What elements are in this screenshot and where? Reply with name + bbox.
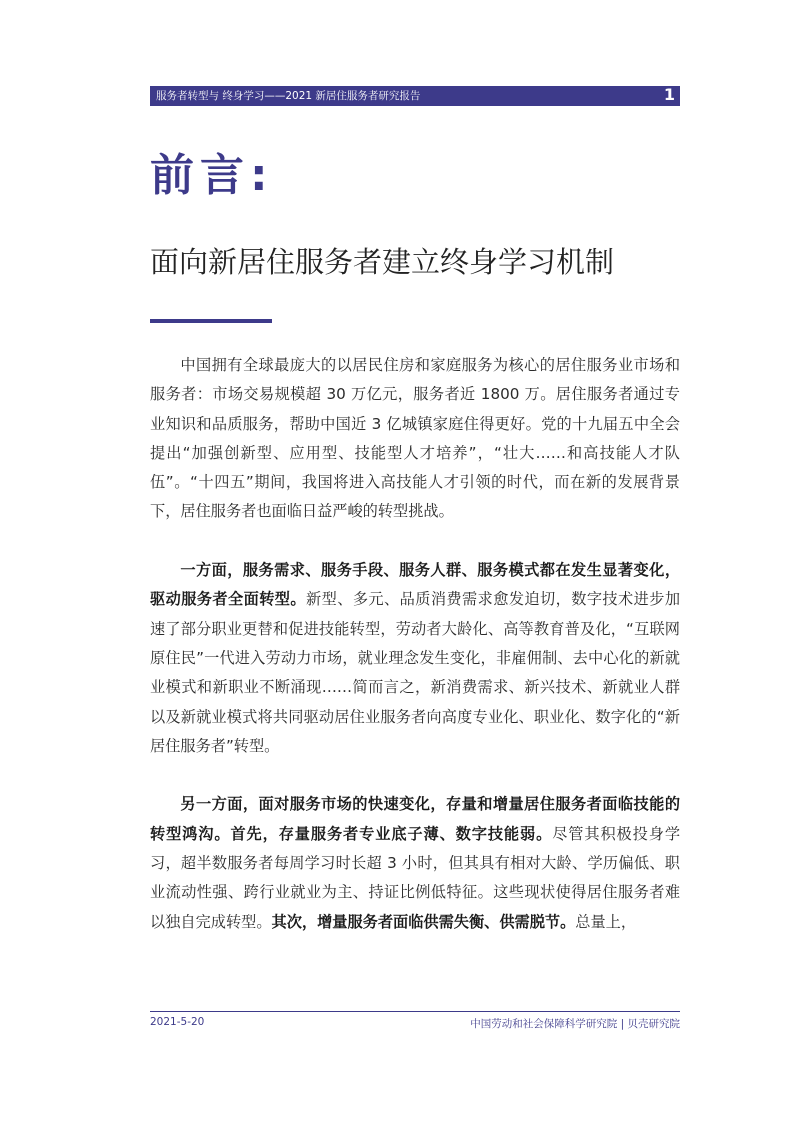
page-subtitle: 面向新居住服务者建立终身学习机制: [150, 245, 615, 279]
paragraph-bold-text: 其次，增量服务者面临供需失衡、供需脱节。: [271, 912, 576, 931]
footer-date: 2021-5-20: [150, 1016, 205, 1028]
paragraph-bold-text: 一方面，服务需求、服务手段、服务人群、服务模式都在发生显著变化，驱动服务者全面转型。: [150, 561, 680, 609]
title-divider: [150, 319, 272, 323]
paragraph-text: 新型、多元、品质消费需求愈发迫切，数字技术进步加速了部分职业更替和促进技能转型，劳动者大龄化、高等教育普及化，“互联网原住民”一代进入劳动力市场，就业理念发生变化，非雇佣制、去中心化的新就业模式和新职业不断涌现……简而言之，新消费需求、新兴技术、新就业人群以及新就业模式将共同驱动居住业服务者向高度专业化、职业化、数字化的“新居住服务者”转型。: [150, 590, 681, 755]
header-title: 服务者转型与 终身学习——2021 新居住服务者研究报告: [156, 90, 421, 102]
page-number: 1: [663, 85, 675, 104]
page-title: 前言:: [150, 150, 274, 201]
paragraph-text: 尽管其积极投身学习，超半数服务者每周学习时长超 3 小时，但其具有相对大龄、学历偏低、职业流动性强、跨行业就业为主、持证比例低特征。这些现状使得居住服务者难以独自完成转型。: [150, 824, 681, 931]
footer-divider: [150, 1011, 680, 1012]
footer-organization: 中国劳动和社会保障科学研究院 | 贝壳研究院: [470, 1018, 680, 1030]
paragraph-text: 总量上，: [575, 912, 636, 931]
paragraph-bold-text: 另一方面，面对服务市场的快速变化，存量和增量居住服务者面临技能的转型鸿沟。首先，存量服务者专业底子薄、数字技能弱。: [150, 795, 680, 843]
header-bar: [150, 86, 680, 106]
paragraph-3: [150, 790, 680, 936]
paragraph-2: [150, 556, 680, 761]
body-text: [150, 351, 680, 937]
paragraph-1: [150, 351, 680, 527]
paragraph-text: 中国拥有全球最庞大的以居民住房和家庭服务为核心的居住服务业市场和服务者：市场交易规模超 30 万亿元，服务者近 1800 万。居住服务者通过专业知识和品质服务，帮助中国近 3 亿城镇家庭住得更好。党的十九届五中全会提出“加强创新型、应用型、技能型人才培养”，“壮大……和高技能人才队伍”。“十四五”期间，我国将进入高技能人才引领的时代，而在新的发展背景下，居住服务者也面临日益严峻的转型挑战。: [150, 356, 680, 521]
